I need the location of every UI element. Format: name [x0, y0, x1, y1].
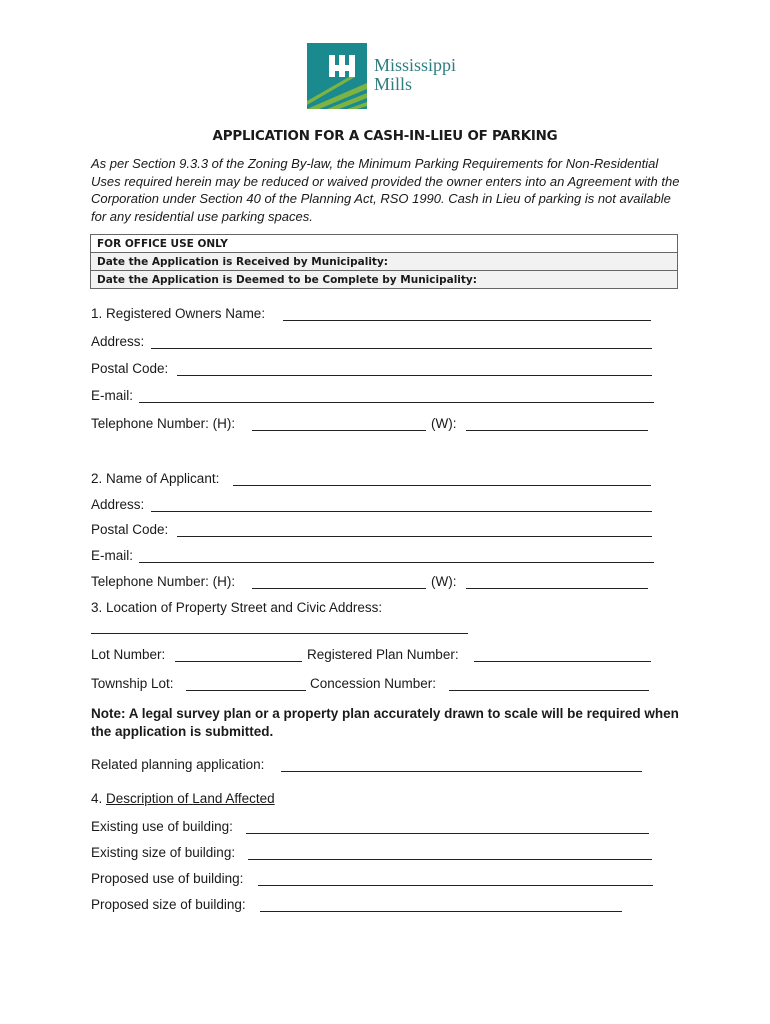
owner-address-label: Address:: [91, 334, 145, 349]
owners-name-input[interactable]: [283, 320, 651, 321]
proposed-use-label: Proposed use of building:: [91, 871, 244, 886]
concession-number-label: Concession Number:: [310, 676, 437, 691]
applicant-tel-h-input[interactable]: [252, 588, 426, 589]
property-location-label: 3. Location of Property Street and Civic Address:: [91, 600, 383, 615]
lot-number-label: Lot Number:: [91, 647, 166, 662]
township-lot-input[interactable]: [186, 690, 306, 691]
owners-name-label: 1. Registered Owners Name:: [91, 306, 266, 321]
applicant-email-label: E-mail:: [91, 548, 134, 563]
section4-heading: [91, 791, 275, 807]
existing-use-input[interactable]: [246, 833, 649, 834]
applicant-postal-label: Postal Code:: [91, 522, 169, 537]
property-location-input[interactable]: [91, 633, 468, 634]
plan-number-input[interactable]: [474, 661, 651, 662]
owner-email-input[interactable]: [139, 402, 654, 403]
existing-size-input[interactable]: [248, 859, 652, 860]
section4-number: 4.: [91, 791, 107, 806]
applicant-address-input[interactable]: [151, 511, 652, 512]
owner-postal-input[interactable]: [177, 375, 652, 376]
concession-number-input[interactable]: [449, 690, 649, 691]
applicant-tel-w-label: (W):: [431, 574, 457, 589]
logo-line-2: Mills: [374, 74, 413, 94]
page-title: APPLICATION FOR A CASH-IN-LIEU OF PARKING: [212, 129, 558, 144]
owner-postal-label: Postal Code:: [91, 361, 169, 376]
plan-number-label: Registered Plan Number:: [307, 647, 459, 662]
township-lot-label: Township Lot:: [91, 676, 174, 691]
office-use-header: FOR OFFICE USE ONLY: [91, 235, 678, 253]
intro-paragraph: As per Section 9.3.3 of the Zoning By-law, the Minimum Parking Requirements for Non-Residential Uses required herein may be reduced or waived provided the owner enters into an Agreement with the Corporation under Section 40 of the Planning Act, RSO 1990. Cash in Lieu of parking is not available for any residential use parking spaces.: [91, 156, 680, 224]
section4-title: Description of Land Affected: [106, 791, 275, 806]
date-received-field: Date the Application is Received by Municipality:: [91, 253, 678, 271]
mississippi-mills-logo: [307, 43, 477, 111]
existing-size-label: Existing size of building:: [91, 845, 236, 860]
related-application-input[interactable]: [281, 771, 642, 772]
owner-tel-h-label: Telephone Number: (H):: [91, 416, 236, 431]
applicant-email-input[interactable]: [139, 562, 654, 563]
survey-plan-note: Note: A legal survey plan or a property plan accurately drawn to scale will be required when the application is submitted.: [91, 706, 679, 739]
owner-email-label: E-mail:: [91, 388, 134, 403]
office-use-table: [90, 234, 678, 289]
existing-use-label: Existing use of building:: [91, 819, 233, 834]
lot-number-input[interactable]: [175, 661, 302, 662]
owner-address-input[interactable]: [151, 348, 652, 349]
applicant-postal-input[interactable]: [177, 536, 652, 537]
proposed-use-input[interactable]: [258, 885, 653, 886]
related-application-label: Related planning application:: [91, 757, 265, 772]
applicant-address-label: Address:: [91, 497, 145, 512]
applicant-name-label: 2. Name of Applicant:: [91, 471, 220, 486]
owner-tel-w-label: (W):: [431, 416, 457, 431]
date-complete-field: Date the Application is Deemed to be Complete by Municipality:: [91, 271, 678, 289]
applicant-name-input[interactable]: [233, 485, 651, 486]
owner-tel-h-input[interactable]: [252, 430, 426, 431]
proposed-size-label: Proposed size of building:: [91, 897, 246, 912]
owner-tel-w-input[interactable]: [466, 430, 648, 431]
applicant-tel-h-label: Telephone Number: (H):: [91, 574, 236, 589]
logo-wordmark: [374, 56, 456, 94]
proposed-size-input[interactable]: [260, 911, 622, 912]
applicant-tel-w-input[interactable]: [466, 588, 648, 589]
logo-mark-icon: [307, 43, 367, 109]
logo-line-1: Mississippi: [374, 55, 457, 75]
